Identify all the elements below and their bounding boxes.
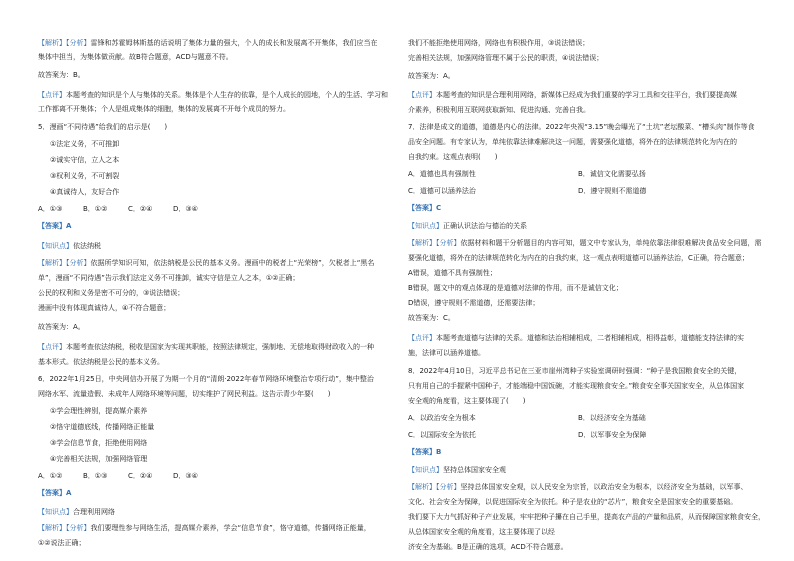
choice-row	[408, 167, 748, 181]
text-line: A错误，道德不具有强制性；	[408, 269, 497, 277]
choice-c: C．以国际安全为依托	[408, 431, 476, 439]
choice-b: B．①③	[83, 472, 108, 480]
answer-label: 【答案】A	[38, 489, 72, 497]
option: ③权利义务，不可割裂	[50, 172, 120, 180]
question-5: 5．漫画“不同待遇”给我们的启示是( )	[38, 123, 168, 131]
text-line: 故答案为：A。	[38, 323, 85, 331]
choice-row	[408, 411, 748, 425]
option: ④完善相关法规，加强网络管理	[50, 455, 148, 463]
option: ①学会理性辨别，提高媒介素养	[50, 407, 148, 415]
choice-d: D．以军事安全为保障	[578, 431, 647, 439]
text-line: 【点评】本题考查的知识是合理利用网络，新媒体已经成为我们重要的学习工具和交往平台，我们要提高媒	[408, 91, 737, 99]
choice-d: D．③④	[173, 472, 198, 480]
choice-b: B．①②	[83, 205, 108, 213]
text-line: 【点评】本题考查道德与法律的关系。道德和法治相辅相成，二者相辅相成，相得益彰，道德能支持法律的实	[408, 334, 744, 342]
text-line: 单”，漫画“不同待遇”告示我们法定义务不可推卸，诚实守信是立人之本，①②正确；	[38, 274, 300, 282]
answer-label: 【答案】A	[38, 222, 72, 230]
option: ④真诚待人，友好合作	[50, 188, 120, 196]
text-line: 我们要下大力气抓好种子产业发展，牢牢把种子攥在自己手里，提高农产品的产量和品质，从而保障国家粮食安全，从总体国家安全观的角度看，这主要体现了以经	[408, 513, 765, 536]
choice-a: A．①③	[38, 205, 63, 213]
text-line: 【解析】【分析】我们要理性参与网络生活，提高媒介素养，学会“信息节食”，恪守道德，传播网络正能量，	[38, 524, 371, 532]
choice-c: C．②④	[128, 472, 153, 480]
text-line: 【解析】【分析】雷锋和苏霍姆林斯基的话说明了集体力量的强大，个人的成长和发展离不开集体，我们应当在	[38, 39, 378, 47]
choice-row	[38, 202, 218, 216]
text-line: 网络水军、流量造假、未成年人网络环境等问题，切实维护了网民利益。这告示青少年要( )	[38, 390, 331, 398]
text-line: 故答案为：B。	[38, 71, 85, 79]
knowledge-point: 【知识点】依法纳税	[38, 242, 101, 250]
question-6: 6．2022年1月25日，中央网信办开展了为期一个月的“清朗·2022年春节网络环境整治专项行动”，集中整治	[38, 375, 374, 383]
answer-label: 【答案】C	[408, 204, 442, 212]
option: ①法定义务，不可推卸	[50, 140, 120, 148]
text-line: B错误，题文中的观点体现的是道德对法律的作用，而不是诚信文化；	[408, 284, 623, 292]
text-line: 施，法律可以涵养道德。	[408, 349, 485, 357]
question-8: 8．2022年4月10日，习近平总书记在三亚市崖州湾种子实验室调研时强调：“种子是我国粮食安全的关键，	[408, 367, 742, 375]
knowledge-point: 【知识点】合理利用网络	[38, 508, 115, 516]
answer-label: 【答案】B	[408, 448, 442, 456]
text-line: 【点评】本题考查依法纳税，税收是国家为实现其职能，按照法律规定，强制地、无偿地取得财政收入的一种	[38, 343, 374, 351]
choice-row	[408, 428, 748, 442]
text-line: 我们不能拒绝使用网络，网络也有积极作用，③说法错误；	[408, 39, 590, 47]
option: ②诚实守信，立人之本	[50, 156, 120, 164]
text-line: 故答案为：C。	[408, 314, 455, 322]
option: ②恪守道德底线，传播网络正能量	[50, 423, 155, 431]
choice-d: D．遵守规则不需道德	[578, 187, 647, 195]
choice-d: D．③④	[173, 205, 198, 213]
text-line: 济安全为基础。B是正确的选项，ACD不符合题意。	[408, 543, 568, 551]
text-line: 介素养，积极利用互联网获取新知、促进沟通、完善自我。	[408, 106, 590, 114]
choice-b: B．以经济安全为基础	[578, 414, 646, 422]
knowledge-point: 【知识点】坚持总体国家安全观	[408, 466, 506, 474]
knowledge-point: 【知识点】正确认识法治与德治的关系	[408, 222, 527, 230]
text-line: 要强化道德，将外在的法律规范转化为内在的自我约束，这一观点表明道德可以涵养法治，C正确，符合题意；	[408, 254, 749, 262]
choice-a: A．道德也具有强制性	[408, 170, 476, 178]
text-line: 【点评】本题考查的知识是个人与集体的关系。集体是个人生存的依靠，是个人成长的园地，个人的生活、学习和	[38, 91, 388, 99]
text-line: 自我约束。这观点表明( )	[408, 153, 498, 161]
text-line: 只有用自己的手握紧中国种子，才能端稳中国饭碗，才能实现粮食安全。”粮食安全事关国家安全，从总体国家	[408, 382, 745, 390]
text-line: 【解析】【分析】依据材料和题干分析题目的内容可知，题文中专家认为，单纯依靠法律很难解决食品安全问题，需	[408, 239, 762, 247]
text-line: 故答案为：A。	[408, 72, 455, 80]
choice-a: A．以政治安全为根本	[408, 414, 476, 422]
question-7: 7．法律是成文的道德，道德是内心的法律。2022年央视“3.15”晚会曝光了“土坑”老坛酸菜、“槽头肉”制作等食	[408, 123, 755, 131]
choice-b: B．诚信文化需要弘扬	[578, 170, 646, 178]
text-line: 漫画中没有体现真诚待人，④不符合题意；	[38, 304, 171, 312]
choice-row	[38, 469, 218, 483]
choice-c: C．道德可以涵养法治	[408, 187, 476, 195]
choice-a: A．①②	[38, 472, 63, 480]
text-line: 文化、社会安全为保障，以促进国际安全为依托。种子是农业的“芯片”，粮食安全是国家安全的重要基础。	[408, 498, 738, 506]
text-line: 基本形式。依法纳税是公民的基本义务。	[38, 358, 164, 366]
text-line: 完善相关法规，加强网络管理不属于公民的职责，④说法错误；	[408, 54, 604, 62]
choice-row	[408, 184, 748, 198]
text-line: 安全观的角度看，这主要体现了( )	[408, 397, 526, 405]
text-line: 【解析】【分析】依据所学知识可知，依法纳税是公民的基本义务。漫画中的税者上“光荣榜”，欠税者上“黑名	[38, 259, 375, 267]
text-line: D错误，遵守规则不需道德，还需要法律；	[408, 299, 540, 307]
text-line: 【解析】【分析】坚持总体国家安全观，以人民安全为宗旨，以政治安全为根本，以经济安全为基础，以军事、	[408, 483, 748, 491]
text-line: 公民的权利和义务是密不可分的，③说法错误；	[38, 289, 185, 297]
choice-c: C．②④	[128, 205, 153, 213]
option: ③学会信息节食，拒绝使用网络	[50, 439, 148, 447]
text-line: 工作都离不开集体；个人是组成集体的细胞，集体的发展离不开每个成员的努力。	[38, 105, 290, 113]
text-line: 集体中担当，为集体做贡献。故B符合题意，ACD与题意不符。	[38, 53, 233, 61]
text-line: 品安全问题。有专家认为，单纯依靠法律难解决这一问题，需要强化道德，将外在的法律规范转化为内在的	[408, 138, 737, 146]
text-line: ①②说法正确；	[38, 539, 86, 547]
